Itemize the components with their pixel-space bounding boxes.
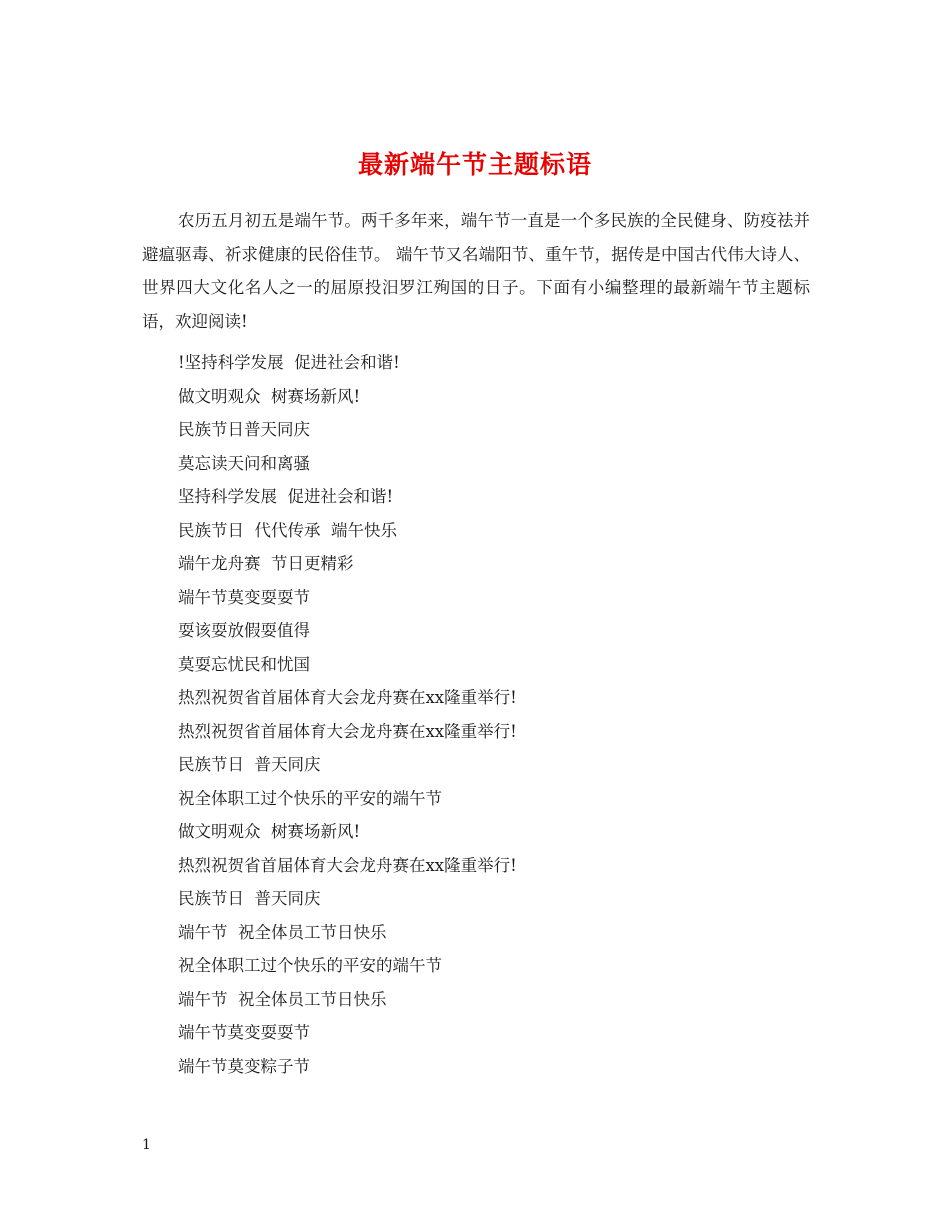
slogan-item: 端午节莫变耍耍节 <box>178 1023 310 1042</box>
slogan-item: 莫耍忘忧民和忧国 <box>178 654 310 674</box>
slogan-item: 坚持科学发展 促进社会和谐! <box>178 487 394 506</box>
slogan-list <box>178 346 818 1083</box>
slogan-item: 民族节日 代代传承 端午快乐 <box>178 520 397 540</box>
slogan-item: 做文明观众 树赛场新风! <box>178 386 361 406</box>
document-title: 最新端午节主题标语 <box>357 149 592 179</box>
slogan-item: 端午龙舟赛 节日更精彩 <box>178 554 354 573</box>
slogan-item: 莫忘读天问和离骚 <box>178 453 310 473</box>
slogan-item: !坚持科学发展 促进社会和谐! <box>178 353 400 372</box>
slogan-item: 民族节日 普天同庆 <box>178 755 321 774</box>
slogan-item: 民族节日普天同庆 <box>178 420 310 439</box>
slogan-item: 端午节莫变耍耍节 <box>178 587 310 607</box>
intro-paragraph: 农历五月初五是端午节。两千多年来，端午节一直是一个多民族的全民健身、防疫祛并避瘟驱毒、祈求健康的民俗佳节。 端午节又名端阳节、重午节，据传是中国古代伟大诗人、世界四大文化名人之一的屈原投汨罗江殉国的日子。下面有小编整理的最新端午节主题标语，欢迎阅读! <box>142 211 810 331</box>
page-number: 1 <box>142 1137 151 1153</box>
slogan-item: 耍该耍放假耍值得 <box>178 621 310 640</box>
slogan-item: 民族节日 普天同庆 <box>178 889 321 908</box>
slogan-item: 热烈祝贺省首届体育大会龙舟赛在xx隆重举行! <box>178 721 517 741</box>
slogan-item: 祝全体职工过个快乐的平安的端午节 <box>178 956 442 975</box>
slogan-item: 端午节莫变粽子节 <box>178 1056 310 1076</box>
slogan-item: 端午节 祝全体员工节日快乐 <box>178 922 387 942</box>
slogan-item: 热烈祝贺省首届体育大会龙舟赛在xx隆重举行! <box>178 855 517 875</box>
slogan-item: 做文明观众 树赛场新风! <box>178 822 361 841</box>
slogan-item: 祝全体职工过个快乐的平安的端午节 <box>178 788 442 808</box>
slogan-item: 端午节 祝全体员工节日快乐 <box>178 989 387 1009</box>
slogan-item: 热烈祝贺省首届体育大会龙舟赛在xx隆重举行! <box>178 688 517 707</box>
